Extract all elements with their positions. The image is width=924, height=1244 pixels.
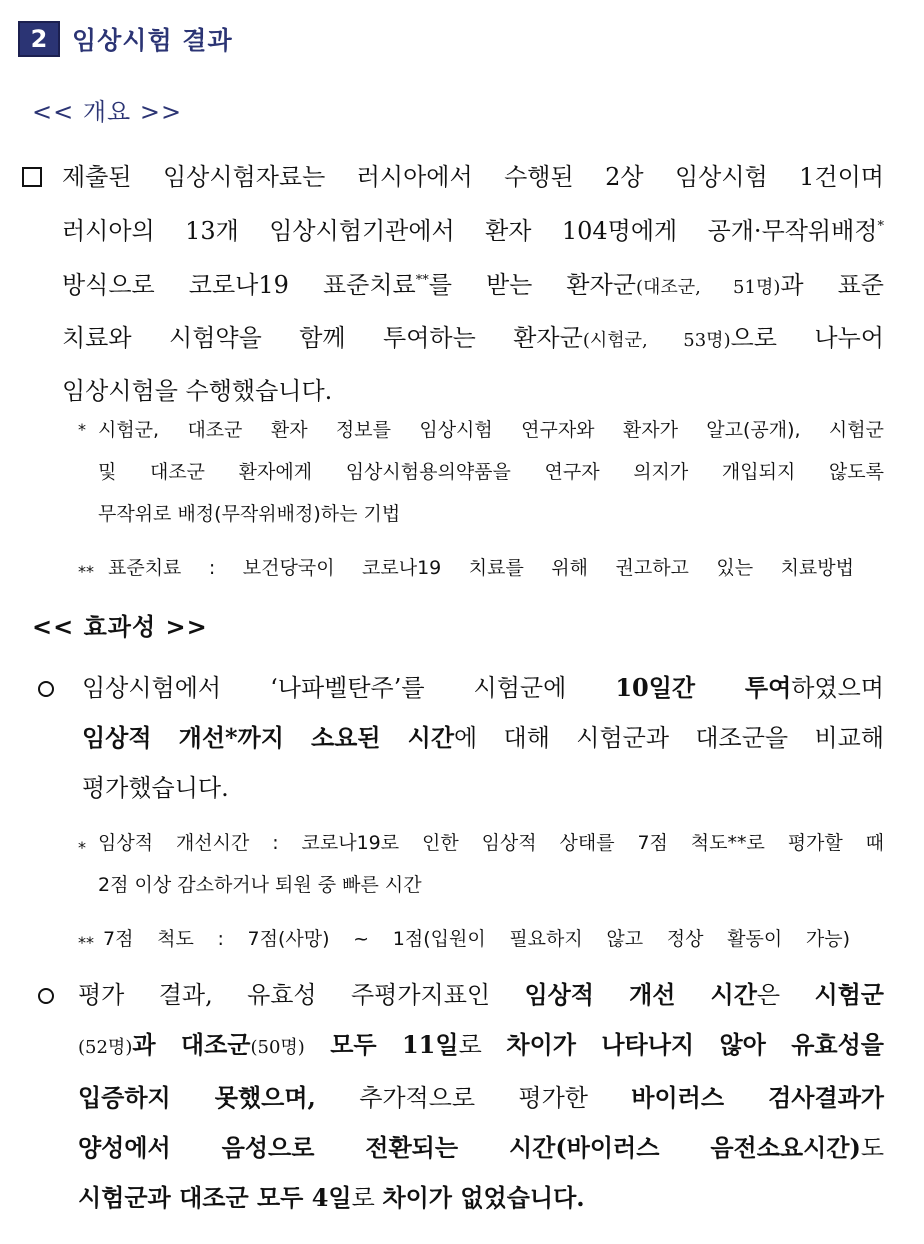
efficacy-heading: << 효과성 >> <box>32 613 208 641</box>
overview-note-2 <box>108 547 854 589</box>
eff1-bold: 10일간 투여 <box>615 673 792 702</box>
eff2-text: 로 <box>351 1184 383 1212</box>
overview-line-2 <box>62 202 884 256</box>
eff2-line-4 <box>78 1123 884 1173</box>
eff1-text: 에 대해 시험군과 대조군을 비교해 <box>454 724 885 752</box>
eff2-text: 도 <box>860 1134 884 1162</box>
eff2-bold: 바이러스 검사결과가 <box>631 1083 884 1112</box>
eff2-text: 은 <box>756 981 815 1009</box>
note-star: * <box>78 838 86 857</box>
section-number: 2 <box>18 21 60 57</box>
efficacy-note-2 <box>103 918 850 960</box>
overview-line-4a: 치료와 시험약을 함께 투여하는 환자군 <box>62 324 583 352</box>
overview-heading: << 개요 >> <box>32 98 183 126</box>
eff2-text: 로 <box>458 1031 507 1059</box>
eff1-text: 하였으며 <box>791 674 884 702</box>
eff2-line-2 <box>78 1020 884 1073</box>
efficacy-note-1 <box>98 822 884 906</box>
eff2-bold: 시험군과 대조군 모두 4일 <box>78 1183 352 1212</box>
eff1-line-3: 평가했습니다. <box>82 774 229 802</box>
eff2-bold: 시험군 <box>814 980 884 1009</box>
overview-line-4c: 으로 나누어 <box>730 324 884 352</box>
eff2-bold: 과 대조군 <box>132 1030 251 1059</box>
eff2-bold: 양성에서 음성으로 전환되는 시간(바이러스 음전소요시간) <box>78 1133 861 1162</box>
circle-bullet-icon <box>38 988 54 1004</box>
note-star: * <box>78 420 86 439</box>
note1-line-2: 및 대조군 환자에게 임상시험용의약품을 연구자 의지가 개입되지 않도록 <box>98 461 884 483</box>
checkbox-bullet-icon <box>22 167 42 187</box>
note1-line-1: 시험군, 대조군 환자 정보를 임상시험 연구자와 환자가 알고(공개), 시험군 <box>98 419 884 441</box>
eff2-line-1 <box>78 970 884 1020</box>
overview-note-1 <box>98 409 884 535</box>
eff2-line-5 <box>78 1173 884 1223</box>
note2-line: 표준치료 : 보건당국이 코로나19 치료를 위해 권고하고 있는 치료방법 <box>108 557 854 579</box>
eff2-bold: 입증하지 못했으며, <box>78 1083 316 1112</box>
overview-line-1: 제출된 임상시험자료는 러시아에서 수행된 2상 임상시험 1건이며 <box>62 163 884 191</box>
eff2-bold: 차이가 없었습니다. <box>382 1183 585 1212</box>
efficacy-paragraph-1 <box>82 663 884 813</box>
efficacy-paragraph-2 <box>78 970 884 1223</box>
eff2-bold: 임상적 개선 시간 <box>524 980 757 1009</box>
eff2-small: (50명) <box>250 1037 305 1058</box>
note-star: ** <box>78 933 94 952</box>
overview-line-3a: 방식으로 코로나19 표준치료 <box>62 271 416 299</box>
enote2-line: 7점 척도 : 7점(사망) ~ 1점(입원이 필요하지 않고 정상 활동이 가능) <box>103 928 850 950</box>
overview-line-3b: 를 받는 환자군 <box>428 271 636 299</box>
eff1-line-1 <box>82 663 884 713</box>
section-header <box>18 21 233 57</box>
circle-bullet-icon <box>38 681 54 697</box>
enote1-line-1: 임상적 개선시간 : 코로나19로 인한 임상적 상태를 7점 척도**로 평가할 때 <box>98 832 884 854</box>
eff2-text: 추가적으로 평가한 <box>315 1084 632 1112</box>
footnote-mark: ** <box>415 273 429 288</box>
overview-line-5: 임상시험을 수행했습니다. <box>62 377 333 405</box>
overview-line-3c: (대조군, 51명) <box>635 277 781 298</box>
note-star: ** <box>78 562 94 581</box>
footnote-mark: * <box>877 219 884 234</box>
eff2-bold: 모두 11일 <box>304 1030 459 1059</box>
eff1-bold: 임상적 개선*까지 소요된 시간 <box>82 723 455 752</box>
overview-line-2-text: 러시아의 13개 임상시험기관에서 환자 104명에게 공개·무작위배정 <box>62 217 878 245</box>
eff1-text: 임상시험에서 ‘나파벨탄주’를 시험군에 <box>82 674 616 702</box>
eff2-text: 평가 결과, 유효성 주평가지표인 <box>78 981 525 1009</box>
eff1-line-2 <box>82 713 884 763</box>
eff2-small: (52명) <box>78 1037 133 1058</box>
section-title: 임상시험 결과 <box>72 26 233 55</box>
overview-line-3 <box>62 256 884 313</box>
note1-line-3: 무작위로 배정(무작위배정)하는 기법 <box>98 503 401 525</box>
overview-paragraph <box>62 152 884 416</box>
eff2-bold: 차이가 나타나지 않아 유효성을 <box>506 1030 884 1059</box>
enote1-line-2: 2점 이상 감소하거나 퇴원 중 빠른 시간 <box>98 874 422 896</box>
eff2-line-3 <box>78 1073 884 1123</box>
overview-line-4b: (시험군, 53명) <box>582 330 731 351</box>
overview-line-3d: 과 표준 <box>780 271 884 299</box>
overview-line-4 <box>62 313 884 366</box>
